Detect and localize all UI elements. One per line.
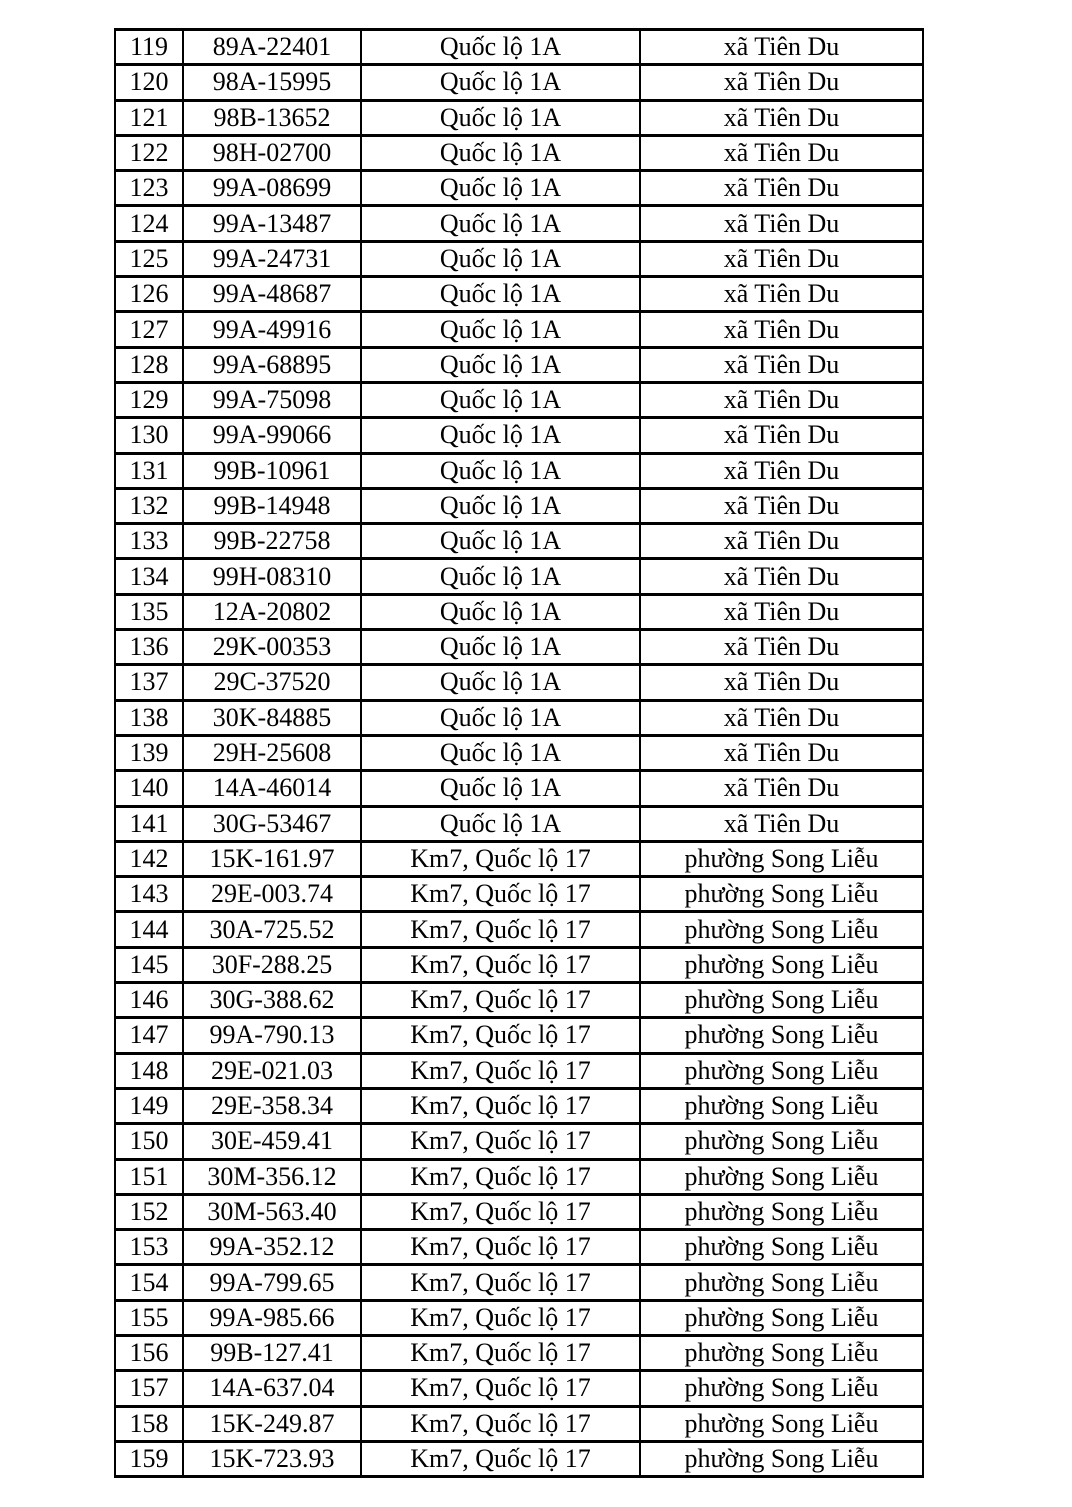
table-row xyxy=(115,1053,923,1088)
table-row xyxy=(115,312,923,347)
road-cell: Km7, Quốc lộ 17 xyxy=(361,1441,640,1476)
location-cell: xã Tiên Du xyxy=(640,453,923,488)
road-cell: Km7, Quốc lộ 17 xyxy=(361,1335,640,1370)
row-number-cell: 147 xyxy=(115,1018,183,1053)
table-row xyxy=(115,1300,923,1335)
license-plate-cell: 99A-799.65 xyxy=(183,1265,361,1300)
table-row xyxy=(115,1018,923,1053)
row-number-cell: 127 xyxy=(115,312,183,347)
road-cell: Quốc lộ 1A xyxy=(361,488,640,523)
location-cell: phường Song Liễu xyxy=(640,1159,923,1194)
road-cell: Km7, Quốc lộ 17 xyxy=(361,1406,640,1441)
row-number-cell: 143 xyxy=(115,877,183,912)
road-cell: Km7, Quốc lộ 17 xyxy=(361,1194,640,1229)
row-number-cell: 159 xyxy=(115,1441,183,1476)
license-plate-cell: 99A-99066 xyxy=(183,418,361,453)
table-row xyxy=(115,30,923,65)
license-plate-cell: 99H-08310 xyxy=(183,559,361,594)
row-number-cell: 141 xyxy=(115,806,183,841)
table-row xyxy=(115,1371,923,1406)
location-cell: phường Song Liễu xyxy=(640,1335,923,1370)
location-cell: xã Tiên Du xyxy=(640,700,923,735)
road-cell: Km7, Quốc lộ 17 xyxy=(361,983,640,1018)
location-cell: phường Song Liễu xyxy=(640,1018,923,1053)
row-number-cell: 121 xyxy=(115,100,183,135)
row-number-cell: 146 xyxy=(115,983,183,1018)
license-plate-cell: 98B-13652 xyxy=(183,100,361,135)
location-cell: phường Song Liễu xyxy=(640,1265,923,1300)
location-cell: phường Song Liễu xyxy=(640,1406,923,1441)
license-plate-cell: 98A-15995 xyxy=(183,65,361,100)
row-number-cell: 142 xyxy=(115,841,183,876)
table-row xyxy=(115,735,923,770)
location-cell: phường Song Liễu xyxy=(640,841,923,876)
row-number-cell: 148 xyxy=(115,1053,183,1088)
table-row xyxy=(115,418,923,453)
table-row xyxy=(115,665,923,700)
table-row xyxy=(115,983,923,1018)
license-plate-cell: 15K-249.87 xyxy=(183,1406,361,1441)
license-plate-cell: 30A-725.52 xyxy=(183,912,361,947)
location-cell: xã Tiên Du xyxy=(640,771,923,806)
table-row xyxy=(115,135,923,170)
license-plate-cell: 30G-388.62 xyxy=(183,983,361,1018)
road-cell: Quốc lộ 1A xyxy=(361,241,640,276)
license-plate-cell: 99A-08699 xyxy=(183,171,361,206)
table-row xyxy=(115,382,923,417)
license-plate-cell: 89A-22401 xyxy=(183,30,361,65)
row-number-cell: 139 xyxy=(115,735,183,770)
table-row xyxy=(115,806,923,841)
road-cell: Quốc lộ 1A xyxy=(361,206,640,241)
road-cell: Quốc lộ 1A xyxy=(361,135,640,170)
violation-list-table xyxy=(114,28,924,1478)
table-row xyxy=(115,1406,923,1441)
license-plate-cell: 30M-563.40 xyxy=(183,1194,361,1229)
road-cell: Quốc lộ 1A xyxy=(361,735,640,770)
road-cell: Km7, Quốc lộ 17 xyxy=(361,877,640,912)
license-plate-cell: 99A-24731 xyxy=(183,241,361,276)
location-cell: phường Song Liễu xyxy=(640,947,923,982)
road-cell: Km7, Quốc lộ 17 xyxy=(361,1018,640,1053)
table-row xyxy=(115,241,923,276)
table-row xyxy=(115,1088,923,1123)
road-cell: Quốc lộ 1A xyxy=(361,630,640,665)
road-cell: Quốc lộ 1A xyxy=(361,771,640,806)
license-plate-cell: 30G-53467 xyxy=(183,806,361,841)
license-plate-cell: 30E-459.41 xyxy=(183,1124,361,1159)
license-plate-cell: 12A-20802 xyxy=(183,594,361,629)
row-number-cell: 137 xyxy=(115,665,183,700)
table-body xyxy=(115,30,923,1477)
table-row xyxy=(115,559,923,594)
row-number-cell: 120 xyxy=(115,65,183,100)
road-cell: Km7, Quốc lộ 17 xyxy=(361,1300,640,1335)
row-number-cell: 135 xyxy=(115,594,183,629)
road-cell: Km7, Quốc lộ 17 xyxy=(361,1371,640,1406)
license-plate-cell: 29E-021.03 xyxy=(183,1053,361,1088)
license-plate-cell: 29C-37520 xyxy=(183,665,361,700)
table-row xyxy=(115,947,923,982)
row-number-cell: 158 xyxy=(115,1406,183,1441)
road-cell: Km7, Quốc lộ 17 xyxy=(361,1159,640,1194)
license-plate-cell: 99A-48687 xyxy=(183,277,361,312)
license-plate-cell: 14A-637.04 xyxy=(183,1371,361,1406)
road-cell: Quốc lộ 1A xyxy=(361,100,640,135)
road-cell: Quốc lộ 1A xyxy=(361,665,640,700)
row-number-cell: 149 xyxy=(115,1088,183,1123)
table-row xyxy=(115,912,923,947)
table-row xyxy=(115,453,923,488)
row-number-cell: 138 xyxy=(115,700,183,735)
license-plate-cell: 14A-46014 xyxy=(183,771,361,806)
road-cell: Km7, Quốc lộ 17 xyxy=(361,912,640,947)
table-row xyxy=(115,877,923,912)
road-cell: Km7, Quốc lộ 17 xyxy=(361,1230,640,1265)
table-row xyxy=(115,594,923,629)
table-row xyxy=(115,1265,923,1300)
table-row xyxy=(115,771,923,806)
row-number-cell: 157 xyxy=(115,1371,183,1406)
table-row xyxy=(115,1159,923,1194)
license-plate-cell: 99A-68895 xyxy=(183,347,361,382)
table-row xyxy=(115,488,923,523)
table-row xyxy=(115,277,923,312)
license-plate-cell: 30M-356.12 xyxy=(183,1159,361,1194)
row-number-cell: 152 xyxy=(115,1194,183,1229)
location-cell: xã Tiên Du xyxy=(640,30,923,65)
road-cell: Km7, Quốc lộ 17 xyxy=(361,1265,640,1300)
location-cell: phường Song Liễu xyxy=(640,1300,923,1335)
road-cell: Quốc lộ 1A xyxy=(361,700,640,735)
table-row xyxy=(115,1124,923,1159)
location-cell: xã Tiên Du xyxy=(640,347,923,382)
location-cell: xã Tiên Du xyxy=(640,312,923,347)
location-cell: phường Song Liễu xyxy=(640,1194,923,1229)
location-cell: xã Tiên Du xyxy=(640,630,923,665)
location-cell: xã Tiên Du xyxy=(640,735,923,770)
row-number-cell: 129 xyxy=(115,382,183,417)
row-number-cell: 133 xyxy=(115,524,183,559)
location-cell: xã Tiên Du xyxy=(640,100,923,135)
road-cell: Km7, Quốc lộ 17 xyxy=(361,1088,640,1123)
row-number-cell: 144 xyxy=(115,912,183,947)
license-plate-cell: 99A-49916 xyxy=(183,312,361,347)
license-plate-cell: 29K-00353 xyxy=(183,630,361,665)
location-cell: phường Song Liễu xyxy=(640,912,923,947)
table-row xyxy=(115,1194,923,1229)
row-number-cell: 150 xyxy=(115,1124,183,1159)
road-cell: Quốc lộ 1A xyxy=(361,559,640,594)
table-row xyxy=(115,700,923,735)
license-plate-cell: 99B-127.41 xyxy=(183,1335,361,1370)
row-number-cell: 125 xyxy=(115,241,183,276)
location-cell: xã Tiên Du xyxy=(640,382,923,417)
table-row xyxy=(115,630,923,665)
license-plate-cell: 99B-22758 xyxy=(183,524,361,559)
table-row xyxy=(115,100,923,135)
license-plate-cell: 99B-14948 xyxy=(183,488,361,523)
row-number-cell: 154 xyxy=(115,1265,183,1300)
row-number-cell: 145 xyxy=(115,947,183,982)
location-cell: phường Song Liễu xyxy=(640,1053,923,1088)
license-plate-cell: 99A-352.12 xyxy=(183,1230,361,1265)
location-cell: phường Song Liễu xyxy=(640,877,923,912)
row-number-cell: 123 xyxy=(115,171,183,206)
location-cell: xã Tiên Du xyxy=(640,65,923,100)
table-row xyxy=(115,206,923,241)
table-row xyxy=(115,347,923,382)
road-cell: Km7, Quốc lộ 17 xyxy=(361,947,640,982)
license-plate-cell: 29E-003.74 xyxy=(183,877,361,912)
location-cell: xã Tiên Du xyxy=(640,806,923,841)
license-plate-cell: 29E-358.34 xyxy=(183,1088,361,1123)
location-cell: xã Tiên Du xyxy=(640,665,923,700)
license-plate-cell: 99B-10961 xyxy=(183,453,361,488)
row-number-cell: 128 xyxy=(115,347,183,382)
road-cell: Quốc lộ 1A xyxy=(361,524,640,559)
road-cell: Quốc lộ 1A xyxy=(361,594,640,629)
table-row xyxy=(115,524,923,559)
table-row xyxy=(115,171,923,206)
license-plate-cell: 15K-723.93 xyxy=(183,1441,361,1476)
road-cell: Quốc lộ 1A xyxy=(361,312,640,347)
location-cell: xã Tiên Du xyxy=(640,418,923,453)
location-cell: xã Tiên Du xyxy=(640,206,923,241)
location-cell: xã Tiên Du xyxy=(640,171,923,206)
road-cell: Quốc lộ 1A xyxy=(361,418,640,453)
road-cell: Quốc lộ 1A xyxy=(361,806,640,841)
table-row xyxy=(115,1230,923,1265)
row-number-cell: 122 xyxy=(115,135,183,170)
location-cell: phường Song Liễu xyxy=(640,983,923,1018)
row-number-cell: 126 xyxy=(115,277,183,312)
row-number-cell: 156 xyxy=(115,1335,183,1370)
row-number-cell: 132 xyxy=(115,488,183,523)
location-cell: xã Tiên Du xyxy=(640,524,923,559)
road-cell: Quốc lộ 1A xyxy=(361,65,640,100)
row-number-cell: 119 xyxy=(115,30,183,65)
row-number-cell: 140 xyxy=(115,771,183,806)
road-cell: Km7, Quốc lộ 17 xyxy=(361,1124,640,1159)
row-number-cell: 130 xyxy=(115,418,183,453)
road-cell: Quốc lộ 1A xyxy=(361,347,640,382)
license-plate-cell: 30F-288.25 xyxy=(183,947,361,982)
license-plate-cell: 15K-161.97 xyxy=(183,841,361,876)
location-cell: xã Tiên Du xyxy=(640,135,923,170)
location-cell: xã Tiên Du xyxy=(640,594,923,629)
table-row xyxy=(115,1335,923,1370)
license-plate-cell: 29H-25608 xyxy=(183,735,361,770)
license-plate-cell: 99A-75098 xyxy=(183,382,361,417)
license-plate-cell: 98H-02700 xyxy=(183,135,361,170)
license-plate-cell: 99A-13487 xyxy=(183,206,361,241)
road-cell: Quốc lộ 1A xyxy=(361,171,640,206)
license-plate-cell: 30K-84885 xyxy=(183,700,361,735)
location-cell: phường Song Liễu xyxy=(640,1230,923,1265)
location-cell: xã Tiên Du xyxy=(640,488,923,523)
row-number-cell: 134 xyxy=(115,559,183,594)
row-number-cell: 155 xyxy=(115,1300,183,1335)
location-cell: phường Song Liễu xyxy=(640,1124,923,1159)
row-number-cell: 153 xyxy=(115,1230,183,1265)
location-cell: xã Tiên Du xyxy=(640,559,923,594)
table-row xyxy=(115,841,923,876)
road-cell: Km7, Quốc lộ 17 xyxy=(361,1053,640,1088)
road-cell: Quốc lộ 1A xyxy=(361,277,640,312)
row-number-cell: 151 xyxy=(115,1159,183,1194)
road-cell: Km7, Quốc lộ 17 xyxy=(361,841,640,876)
table-row xyxy=(115,1441,923,1476)
license-plate-cell: 99A-985.66 xyxy=(183,1300,361,1335)
location-cell: xã Tiên Du xyxy=(640,277,923,312)
location-cell: phường Song Liễu xyxy=(640,1441,923,1476)
row-number-cell: 136 xyxy=(115,630,183,665)
license-plate-cell: 99A-790.13 xyxy=(183,1018,361,1053)
location-cell: phường Song Liễu xyxy=(640,1371,923,1406)
row-number-cell: 131 xyxy=(115,453,183,488)
road-cell: Quốc lộ 1A xyxy=(361,453,640,488)
row-number-cell: 124 xyxy=(115,206,183,241)
table-row xyxy=(115,65,923,100)
location-cell: xã Tiên Du xyxy=(640,241,923,276)
road-cell: Quốc lộ 1A xyxy=(361,382,640,417)
road-cell: Quốc lộ 1A xyxy=(361,30,640,65)
location-cell: phường Song Liễu xyxy=(640,1088,923,1123)
